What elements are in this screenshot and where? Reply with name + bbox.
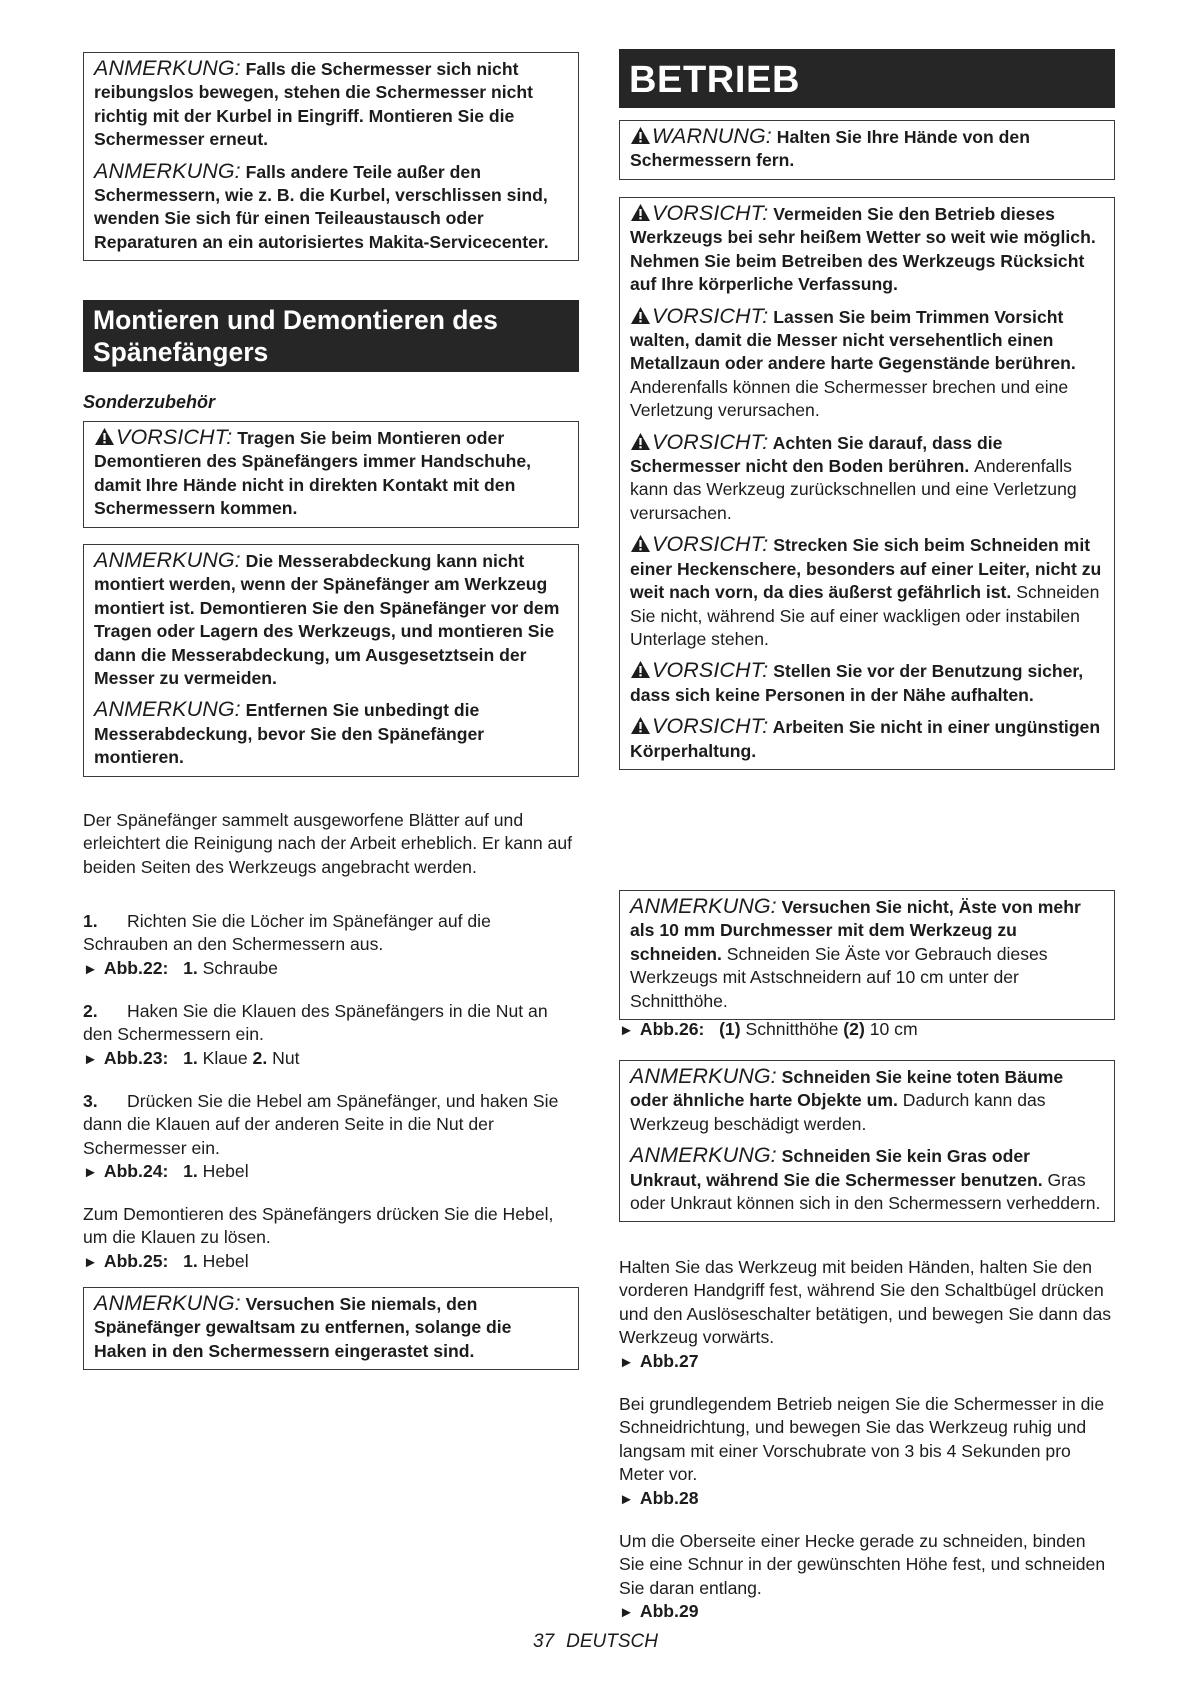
step-2 — [83, 1000, 579, 1071]
note-label: ANMERKUNG: — [94, 158, 241, 183]
note-label: ANMERKUNG: — [94, 56, 241, 80]
caution-paragraph — [630, 431, 1104, 526]
paragraph-text: Halten Sie das Werkzeug mit beiden Händen, halten Sie den vorderen Handgriff fest, während Sie den Schaltbügel drücken und den Auslöseschalter betätigen, und bewegen Sie dann das Werkzeug vorwärts. — [619, 1257, 1112, 1348]
arrow-icon: ► — [619, 1490, 634, 1508]
warning-triangle-icon — [630, 126, 651, 145]
caution-text: Tragen Sie beim Montieren oder Demontieren des Spänefängers immer Handschuhe, damit Ihre Hände nicht in direkten Kontakt mit den Schermessern kommen. — [94, 428, 532, 519]
caution-paragraph — [630, 202, 1104, 297]
figure-26-caption — [619, 1018, 1115, 1042]
part-name: Hebel — [202, 1161, 249, 1182]
note-label: ANMERKUNG: — [630, 1064, 777, 1088]
accessory-label: Sonderzubehör — [83, 392, 216, 412]
step-1 — [83, 910, 579, 981]
step-number: 1. — [83, 911, 98, 931]
figure-ref: Abb.27 — [639, 1350, 699, 1371]
step-text: Drücken Sie die Hebel am Spänefänger, und haken Sie dann die Klauen auf der anderen Seite in die Nut der Schermesser ein. — [83, 1091, 559, 1158]
section-title: Montieren und Demontieren des Spänefängers — [83, 300, 579, 372]
removal-text: Zum Demontieren des Spänefängers drücken Sie die Hebel, um die Klauen zu lösen. — [83, 1204, 554, 1248]
note-box-branch-diameter — [619, 890, 1115, 1020]
part-name: Klaue — [202, 1047, 248, 1068]
warning-triangle-icon — [630, 432, 651, 451]
note-label: ANMERKUNG: — [94, 1291, 241, 1315]
warning-paragraph — [630, 125, 1104, 173]
part-number: (2) — [843, 1019, 865, 1039]
caution-paragraph — [94, 426, 568, 521]
note-paragraph — [94, 698, 568, 769]
warning-box — [619, 120, 1115, 180]
caution-paragraph — [630, 715, 1104, 763]
figure-ref: Abb.29 — [639, 1601, 699, 1622]
arrow-icon: ► — [619, 1353, 634, 1371]
figure-ref: Abb.28 — [639, 1487, 699, 1508]
page-number: 37 — [533, 1631, 555, 1652]
paragraph-text: Um die Oberseite einer Hecke gerade zu schneiden, binden Sie eine Schnur in der gewünschten Höhe fest, und schneiden Sie daran entlang. — [619, 1531, 1106, 1598]
arrow-icon: ► — [83, 960, 98, 978]
part-number: 1. — [183, 957, 198, 978]
operation-paragraph-1 — [619, 1256, 1115, 1374]
note-text: Entfernen Sie unbedingt die Messerabdeckung, bevor Sie den Spänefänger montieren. — [94, 700, 485, 768]
caution-bold-text: Lassen Sie beim Trimmen Vorsicht walten, damit die Messer nicht versehentlich einen Metallzaun oder andere harte Gegenstände berühren. — [630, 306, 1076, 374]
part-name: 10 cm — [869, 1019, 918, 1039]
arrow-icon: ► — [619, 1022, 634, 1039]
caution-label: VORSICHT: — [652, 532, 769, 557]
note-text: Versuchen Sie niemals, den Spänefänger gewaltsam zu entfernen, solange die Haken in den Schermessern eingerastet sind. — [94, 1294, 512, 1361]
note-paragraph — [94, 1292, 568, 1363]
note-box-no-force — [83, 1287, 579, 1370]
step-number: 2. — [83, 1001, 98, 1021]
note-text: Falls andere Teile außer den Schermessern, wie z. B. die Kurbel, verschlissen sind, wenden Sie sich für einen Teileaustausch oder Reparaturen an ein autorisiertes Makita-Servicecenter. — [94, 161, 549, 252]
figure-ref: Abb.23: — [103, 1047, 169, 1068]
note-bold-text: Schneiden Sie kein Gras oder Unkraut, während Sie die Schermesser benutzen. — [630, 1146, 1043, 1190]
caution-box-gloves — [83, 421, 579, 528]
note-normal-text: Dadurch kann das Werkzeug beschädigt werden. — [630, 1090, 1046, 1134]
arrow-icon: ► — [83, 1164, 98, 1182]
note-paragraph — [94, 57, 568, 152]
chapter-title: BETRIEB — [619, 49, 1115, 108]
part-name: Schraube — [202, 957, 278, 978]
part-number: 1. — [183, 1161, 198, 1182]
note-bold-text: Versuchen Sie nicht, Äste von mehr als 10 mm Durchmesser mit dem Werkzeug zu schneiden. — [630, 897, 1081, 964]
caution-label: VORSICHT: — [652, 714, 769, 739]
note-paragraph — [630, 1065, 1104, 1136]
part-number: (1) — [719, 1019, 741, 1039]
caution-bold-text: Achten Sie darauf, dass die Schermesser nicht den Boden berühren. — [630, 432, 1003, 477]
warning-triangle-icon — [630, 203, 651, 222]
caution-bold-text: Strecken Sie sich beim Schneiden mit einer Heckenschere, besonders auf einer Leiter, nicht zu weit nach vorn, da dies äußerst gefährlich ist. — [630, 535, 1102, 603]
note-text: Die Messerabdeckung kann nicht montiert werden, wenn der Spänefänger am Werkzeug montiert ist. Demontieren Sie den Spänefänger vor dem Tragen oder Lagern des Werkzeugs, und montieren Sie dann die Messerabdeckung, um Ausgesetztsein der Messer zu vermeiden. — [94, 551, 560, 689]
note-label: ANMERKUNG: — [630, 1143, 777, 1168]
note-paragraph — [94, 160, 568, 255]
note-paragraph — [630, 895, 1104, 1013]
warning-triangle-icon — [630, 716, 651, 735]
caution-bold-text: Vermeiden Sie den Betrieb dieses Werkzeugs bei sehr heißem Wetter so weit wie möglich. Nehmen Sie beim Betreiben des Werkzeugs Rücksicht auf Ihre körperliche Verfassung. — [630, 204, 1096, 295]
part-name: Hebel — [202, 1250, 249, 1271]
note-paragraph — [94, 549, 568, 690]
caution-label: VORSICHT: — [116, 425, 233, 449]
warning-triangle-icon — [630, 534, 651, 553]
page-footer — [0, 1631, 1191, 1653]
note-normal-text: Schneiden Sie Äste vor Gebrauch dieses Werkzeugs mit Astschneidern auf 10 cm unter der Schnitthöhe. — [630, 943, 1048, 1011]
figure-ref: Abb.24: — [103, 1161, 169, 1182]
caution-normal-text: Schneiden Sie nicht, während Sie auf einer wackligen oder instabilen Unterlage stehen. — [630, 582, 1100, 649]
note-label: ANMERKUNG: — [94, 548, 241, 572]
step-3 — [83, 1090, 579, 1185]
caution-paragraph — [630, 305, 1104, 423]
note-label: ANMERKUNG: — [630, 894, 777, 918]
intro-paragraph: Der Spänefänger sammelt ausgeworfene Blätter auf und erleichtert die Reinigung nach der Arbeit erheblich. Er kann auf beiden Seiten des Werkzeugs angebracht werden. — [83, 810, 573, 877]
warning-triangle-icon — [630, 660, 651, 679]
caution-bold-text: Arbeiten Sie nicht in einer ungünstigen Körperhaltung. — [630, 717, 1101, 761]
step-text: Richten Sie die Löcher im Spänefänger auf die Schrauben an den Schermessern aus. — [83, 911, 491, 955]
note-box-blade-assembly — [83, 52, 579, 261]
caution-bold-text: Stellen Sie vor der Benutzung sicher, dass sich keine Personen in der Nähe aufhalten. — [630, 661, 1084, 705]
warning-text: Halten Sie Ihre Hände von den Schermessern fern. — [630, 127, 1030, 171]
warning-triangle-icon — [630, 306, 651, 325]
caution-label: VORSICHT: — [652, 201, 769, 225]
part-number: 1. — [183, 1047, 198, 1068]
warning-triangle-icon — [94, 427, 115, 446]
caution-normal-text: Anderenfalls kann das Werkzeug zurückschnellen und eine Verletzung verursachen. — [630, 456, 1077, 523]
caution-normal-text: Anderenfalls können die Schermesser brechen und eine Verletzung verursachen. — [630, 376, 1069, 421]
part-name: Schnitthöhe — [745, 1019, 839, 1039]
note-normal-text: Gras oder Unkraut können sich in den Schermessern verheddern. — [630, 1169, 1101, 1214]
step-number: 3. — [83, 1091, 98, 1111]
warning-label: WARNUNG: — [652, 124, 772, 148]
operation-paragraph-2 — [619, 1393, 1115, 1511]
part-name: Nut — [272, 1047, 300, 1068]
note-bold-text: Schneiden Sie keine toten Bäume oder ähnliche harte Objekte um. — [630, 1067, 1064, 1111]
removal-paragraph — [83, 1203, 579, 1274]
caution-box-operation — [619, 197, 1115, 770]
figure-ref: Abb.25: — [103, 1250, 169, 1271]
caution-label: VORSICHT: — [652, 303, 769, 328]
caution-paragraph — [630, 533, 1104, 651]
arrow-icon: ► — [83, 1253, 98, 1271]
caution-label: VORSICHT: — [652, 429, 769, 454]
paragraph-text: Bei grundlegendem Betrieb neigen Sie die Schermesser in die Schneidrichtung, und bewegen Sie das Werkzeug ruhig und langsam mit einer Vorschubrate von 3 bis 4 Sekunden pro Meter vor. — [619, 1394, 1105, 1485]
note-text: Falls die Schermesser sich nicht reibungslos bewegen, stehen die Schermesser nicht richtig mit der Kurbel in Eingriff. Montieren Sie die Schermesser erneut. — [94, 59, 534, 150]
arrow-icon: ► — [619, 1604, 634, 1622]
note-box-blade-cover — [83, 544, 579, 777]
caution-paragraph — [630, 659, 1104, 707]
note-box-hard-objects — [619, 1060, 1115, 1222]
operation-paragraph-3 — [619, 1530, 1115, 1625]
note-paragraph — [630, 1144, 1104, 1215]
figure-ref: Abb.22: — [103, 957, 169, 978]
part-number: 1. — [183, 1250, 198, 1271]
caution-label: VORSICHT: — [652, 658, 769, 683]
part-number: 2. — [252, 1047, 268, 1068]
figure-ref: Abb.26: — [639, 1019, 705, 1039]
note-label: ANMERKUNG: — [94, 697, 241, 722]
arrow-icon: ► — [83, 1050, 98, 1068]
step-text: Haken Sie die Klauen des Spänefängers in die Nut an den Schermessern ein. — [83, 1001, 548, 1045]
footer-language: DEUTSCH — [566, 1631, 658, 1652]
